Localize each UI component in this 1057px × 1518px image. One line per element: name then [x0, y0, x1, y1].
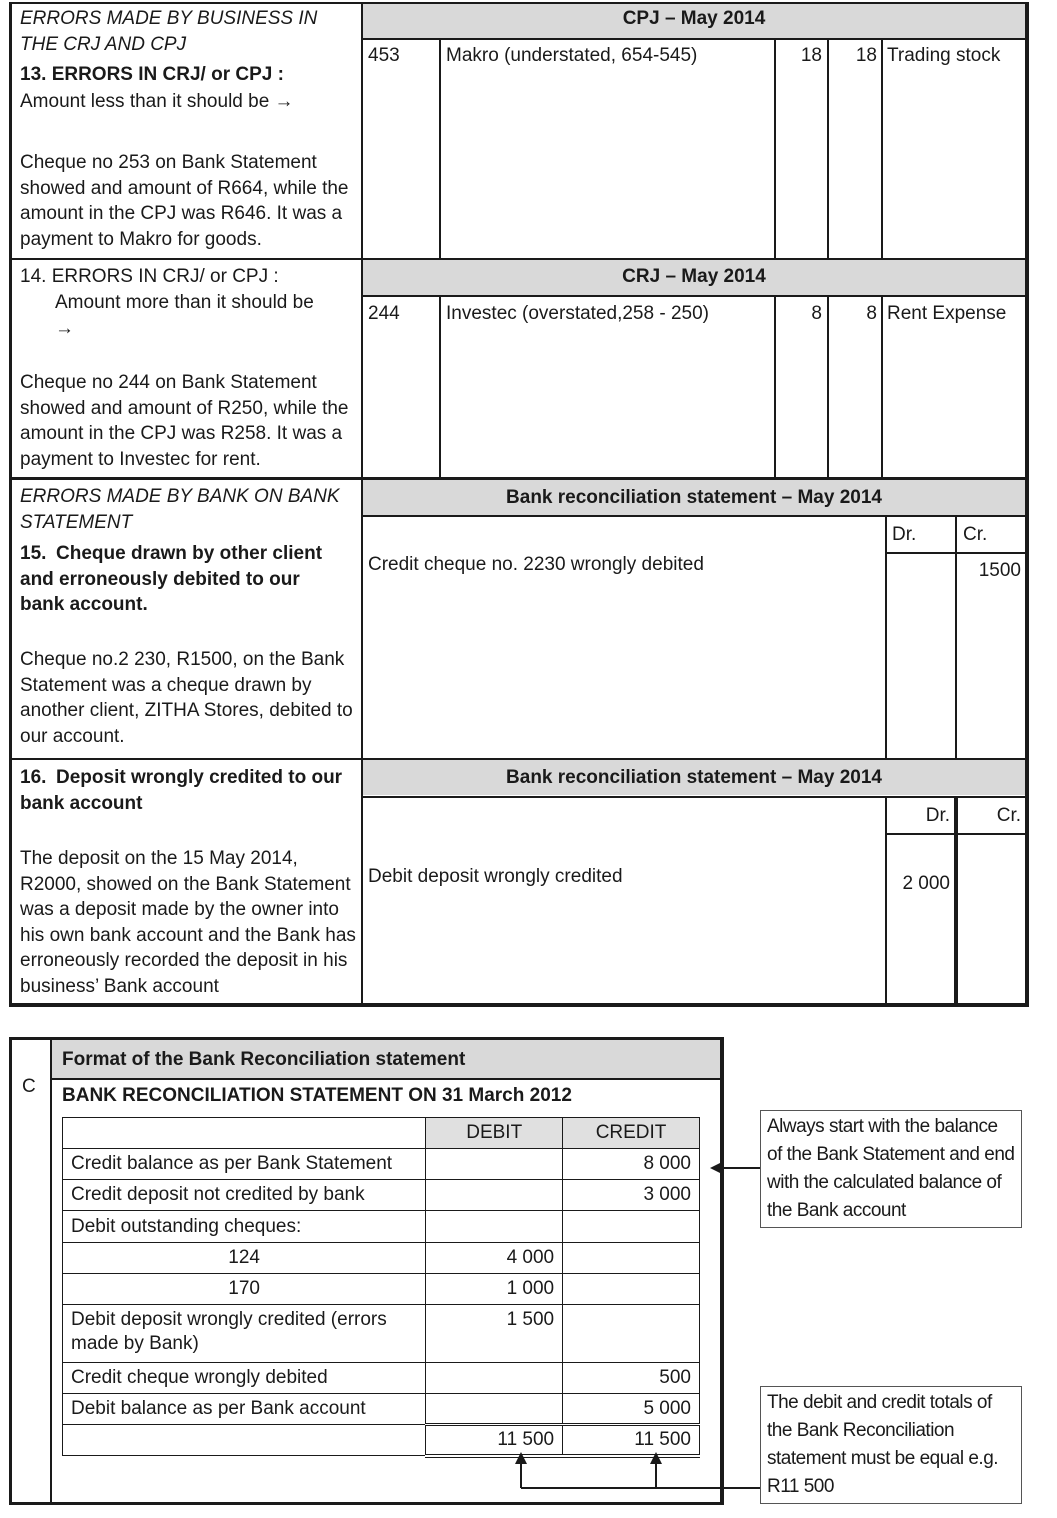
row-debit	[426, 1211, 563, 1243]
sec14-amount2: 8	[866, 303, 877, 324]
sec15-bank-rec-header: Bank reconciliation statement – May 2014	[506, 487, 882, 508]
sec16-title: Deposit wrongly credited to our bank account	[20, 767, 343, 814]
sec14-amount1: 8	[811, 303, 822, 324]
totals-row	[63, 1425, 700, 1456]
sec16-description: The deposit on the 15 May 2014, R2000, showed on the Bank Statement was a deposit made by the owner into his own bank account and the Bank has erroneously recorded the deposit in his business’ Bank account	[20, 848, 356, 997]
debit-column-header: DEBIT	[426, 1118, 563, 1149]
sec16-cr-label: Cr.	[996, 805, 1021, 826]
row-label: Debit deposit wrongly credited (errors made by Bank)	[63, 1305, 426, 1363]
sec14-description: Cheque no 244 on Bank Statement showed and amount of R250, while the amount in the CPJ was R258. It was a payment to Investec for rent.	[20, 372, 349, 470]
row-credit: 5 000	[563, 1394, 700, 1425]
sec14-doc-number: 244	[368, 303, 400, 324]
row-credit	[563, 1274, 700, 1305]
row-debit: 1 000	[426, 1274, 563, 1305]
header-blank-cell	[63, 1118, 426, 1149]
sec14-subtitle: Amount more than it should be	[55, 292, 314, 313]
row-debit	[426, 1180, 563, 1211]
row-label: 170	[63, 1274, 426, 1305]
sec13-doc-number: 453	[368, 45, 400, 66]
cpj-header: CPJ – May 2014	[622, 8, 766, 29]
row-credit	[563, 1211, 700, 1243]
row-label: Credit deposit not credited by bank	[63, 1180, 426, 1211]
sec13-subtitle: Amount less than it should be →	[20, 91, 294, 112]
table-row	[63, 1305, 700, 1363]
sec13-account: Trading stock	[887, 45, 1001, 66]
business-errors-heading: ERRORS MADE BY BUSINESS IN THE CRJ AND CPJ	[20, 8, 318, 55]
format-header: Format of the Bank Reconciliation statement	[62, 1049, 466, 1070]
sec15-cr-label: Cr.	[963, 524, 988, 545]
sec15-description: Cheque no.2 230, R1500, on the Bank Statement was a cheque drawn by another client, ZITHA Stores, debited to our account.	[20, 649, 353, 747]
row-credit	[563, 1243, 700, 1274]
sec14-arrow: →	[55, 318, 74, 339]
sec16-entry: Debit deposit wrongly credited	[368, 866, 623, 887]
row-label: 124	[63, 1243, 426, 1274]
bank-rec-format-table	[62, 1117, 700, 1458]
sec15-title: Cheque drawn by other client and erroneously debited to our bank account.	[20, 543, 323, 615]
sec15-cr-value: 1500	[978, 560, 1021, 581]
total-debit: 11 500	[426, 1425, 563, 1456]
sec13-description: Cheque no 253 on Bank Statement showed and amount of R664, while the amount in the CPJ was R646. It was a payment to Makro for goods.	[20, 152, 349, 250]
table-row	[63, 1274, 700, 1305]
row-debit: 4 000	[426, 1243, 563, 1274]
format-letter: C	[22, 1076, 36, 1097]
credit-column-header: CREDIT	[563, 1118, 700, 1149]
row-credit: 3 000	[563, 1180, 700, 1211]
table-row	[63, 1211, 700, 1243]
sec13-title: 13. ERRORS IN CRJ/ or CPJ :	[20, 64, 284, 85]
callout-note-start-balance: Always start with the balance of the Bank Statement and end with the calculated balance of the Bank account	[760, 1110, 1022, 1228]
row-credit	[563, 1305, 700, 1363]
sec13-amount1: 18	[800, 45, 822, 66]
table-header-row	[63, 1118, 700, 1149]
row-debit	[426, 1363, 563, 1394]
row-credit: 8 000	[563, 1149, 700, 1180]
table-row	[63, 1243, 700, 1274]
sec14-account: Rent Expense	[887, 303, 1007, 324]
row-debit	[426, 1394, 563, 1425]
sec14-title: 14. ERRORS IN CRJ/ or CPJ :	[20, 266, 279, 287]
sec16-title-number: 16.	[20, 767, 47, 788]
sec13-amount2: 18	[855, 45, 877, 66]
table-row	[63, 1363, 700, 1394]
sec15-entry: Credit cheque no. 2230 wrongly debited	[368, 554, 704, 575]
sec14-details: Investec (overstated,258 - 250)	[446, 303, 709, 324]
row-label: Credit balance as per Bank Statement	[63, 1149, 426, 1180]
sec16-dr-value: 2 000	[902, 873, 950, 894]
sec13-details: Makro (understated, 654-545)	[446, 45, 698, 66]
row-label: Credit cheque wrongly debited	[63, 1363, 426, 1394]
bank-errors-heading: ERRORS MADE BY BANK ON BANK STATEMENT	[20, 486, 340, 533]
row-debit: 1 500	[426, 1305, 563, 1363]
sec15-title-number: 15.	[20, 543, 47, 564]
sec15-dr-label: Dr.	[892, 524, 917, 545]
table-row	[63, 1394, 700, 1425]
format-title: BANK RECONCILIATION STATEMENT ON 31 March 2012	[62, 1085, 572, 1106]
sec16-bank-rec-header: Bank reconciliation statement – May 2014	[506, 767, 882, 788]
row-credit: 500	[563, 1363, 700, 1394]
total-credit: 11 500	[563, 1425, 700, 1456]
totals-label	[63, 1425, 426, 1456]
sec16-dr-label: Dr.	[925, 805, 950, 826]
table-row	[63, 1149, 700, 1180]
row-label: Debit balance as per Bank account	[63, 1394, 426, 1425]
row-debit	[426, 1149, 563, 1180]
callout-note-equal-totals: The debit and credit totals of the Bank Reconciliation statement must be equal e.g. R11 500	[760, 1386, 1022, 1504]
row-label: Debit outstanding cheques:	[63, 1211, 426, 1243]
table-row	[63, 1180, 700, 1211]
crj-header: CRJ – May 2014	[622, 266, 766, 287]
